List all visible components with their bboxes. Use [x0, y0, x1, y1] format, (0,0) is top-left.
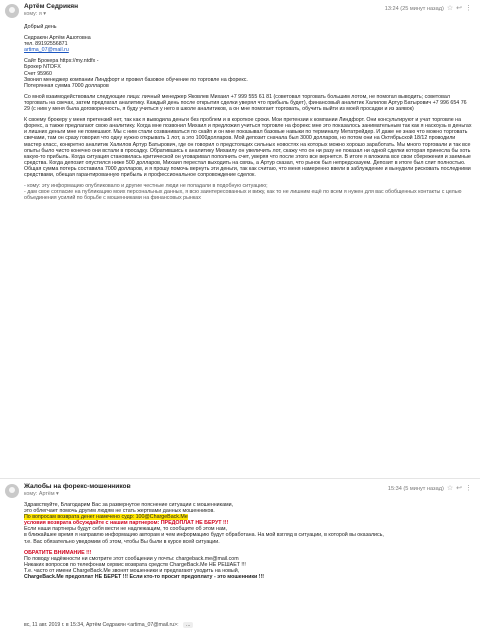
story-intro: Со мной взаимодействовали следующие лица: личный менеджер Яковлев Михаил +7 999 555 61 81 (советовал торговать большим лотом, не помогал выводить; советовал торговать на свечах, затем предлагал аналитику. Каждый день после открытия сделки уверял что прибыль будет), финансовый аналитик Халилов Артур Батырович +7 996 654 76 29 (с ним у меня была договоренность, я буду учиться у него в школе аналитиков, а он мне помогает торговать, обучить выйти из моей просадки и из заявок): [24, 93, 467, 113]
chargeback-email[interactable]: По вопросам возврата денег намечено судр: 100@ChargeBack.Me: [24, 514, 188, 521]
recipient-line[interactable]: кому: Артём ▾: [24, 491, 59, 497]
reply-line: это облегчает помочь другим людям не стать жертвами данных мошенников.: [24, 508, 215, 515]
warning-line: Т.е. часто от имени ChargeBack.Me звонят мошенники и предлагают уходить на новый,: [24, 567, 240, 574]
greeting: Добрый день: [24, 24, 57, 30]
broker-site[interactable]: Сайт Брокера https://my.ntdfx -: [24, 58, 99, 65]
more-icon[interactable]: ⋮: [465, 5, 472, 12]
warning-line: Никаких вопросов по телефонам сервис возврата средств ChargeBack.Me НЕ РЕШАЕТ !!!: [24, 561, 246, 568]
contact-name: Седракян Артём Ашотовна: [24, 35, 91, 42]
message-meta: [385, 5, 472, 12]
recipient-line[interactable]: кому: я ▾: [24, 11, 46, 17]
avatar-icon[interactable]: [5, 484, 19, 498]
no-prepay-warning: условия возврата обсуждайте с нашим партнером: ПРЕДОПЛАТ НЕ БЕРУТ !!!: [24, 520, 229, 527]
message-meta: [388, 485, 472, 492]
star-icon[interactable]: ☆: [446, 5, 454, 12]
reply-line: в ближайшее время я направлю информацию авторам и чем информацию будут обработана. На мой взгляд в ситуации, в которой вы оказались,: [24, 532, 384, 539]
broker-call-note: Звонил менеджер компании Линдфорт и провел базовое обучение по торговле на форекс.: [24, 76, 248, 83]
contact-email[interactable]: artima_07@mail.ru: [24, 47, 69, 54]
broker-account: Счет 95960: [24, 70, 52, 77]
broker-name: Брокер NTDFX: [24, 64, 61, 71]
quoted-footer: [24, 622, 193, 628]
reply-icon[interactable]: ↩: [456, 485, 462, 492]
sender-name[interactable]: Артём Седрикян: [24, 3, 79, 10]
reply-line: Здравствуйте, Благодарим Вас за развернутое пояснение ситуации с мошенниками,: [24, 502, 234, 508]
warning-title: ОБРАТИТЕ ВНИМАНИЕ !!!: [24, 549, 92, 556]
warning-line: По поводу надёжности ни смотрите этот сообщении у почты: chargeback.me@mail.com: [24, 555, 239, 562]
warning-line: ChargeBack.Me предоплат НЕ БЕРЕТ !!! Если кто-то просит предоплату - это мошенники !!!: [24, 574, 265, 581]
lost-amount: Потерянная сумма 7000 долларов: [24, 82, 109, 89]
message-divider: [0, 478, 480, 479]
contact-phone: тел. 89192556871: [24, 41, 68, 48]
more-icon[interactable]: ⋮: [465, 485, 472, 492]
message-time: 15:34 (5 минут назад): [387, 485, 444, 492]
message-body: [24, 502, 472, 585]
message-2: [0, 480, 480, 642]
avatar-icon[interactable]: [5, 4, 19, 18]
quote-header: вс, 11 авг. 2019 г. в 15:34, Артём Седракян <artima_07@mail.ru>:: [24, 622, 179, 628]
sender-name[interactable]: Жалобы на форекс-мошенников: [24, 483, 131, 490]
story-tail: - кому: эту информацию опубликовало и другие честные люди не попадали в подобную ситуацию; - дам свое согласие на публикацию моих персональных данных, я всю заинтересованных и вижу, как то не лишним ещё по всем я нужен для вас обобщенных контакты с целью объединения усилий по борьбе с мошенниками на финансовых рынках: [24, 183, 462, 202]
star-icon[interactable]: ☆: [446, 485, 454, 492]
show-more-button[interactable]: ...: [183, 622, 193, 628]
story-main: К своему брокеру у меня претензий нет, так как я выводила деньги без проблем и в короткое сроки. Мои претензии к компании Линдфорт. Они консультируют и учат торговле на форекс, а также предлагают свою аналитику. Когда мне позвонил Михаил и предложил учиться торговле на форекс мне это показалось занимательным так как я наскоузь в деньгах и лишних деньги мне не помешают. Мы с ним стали созваниваться по скайп и он мне показывал базовые навыки по терминалу Метатрейдер. И даже не знаю что можно торговать свечами, там он сразу говорил что одну нужно открывать 1 лот, а это 1000долларов. Мой депозит сначала был 3000 долларов, но потом они на Октябрьской 18/12 проводили мастер класс, конкретно аналитик Халилов Артур Батырович, где он говорил о предстоящих сильных новостях на которых можно хорошо заработать. Мы много торговали и так все опыты было чисто конечно они встали в просадку. Обратившись к аналитику Михаилу он увеличить лот, скажу что он ни разу не показал ни одной сделки которая принесла бы хоть какую-то прибыль. Когда ситуация становилась критической он уговаривал пополнить счет, уверяя что после этого все вернется. В итоге я вложила все свои сбережения и заемные средства. Когда депозит опустился ниже 500 долларов, Михаил перестал выходить на связь, а Артур сказал, что рынок был непредсказуем. Депозит в итоге был слит полностью. Общая сумма потерь составила 7000 долларов, и я прошу помочь вернуть эти деньги, так как считаю, что меня намеренно ввели в заблуждение и вынудили рисковать последними средствами, обещая гарантированную прибыль и профессиональное сопровождение сделок.: [24, 117, 472, 178]
reply-line: Если наши партнеры будут себя вести не надлежащим, то сообщите об этом нам,: [24, 526, 228, 533]
message-body: [24, 24, 472, 206]
message-time: 13:24 (25 минут назад): [384, 5, 444, 12]
reply-line: т.е. Вас обязательно уведомим об этом, чтобы Вы были в курсе всей ситуации.: [24, 538, 220, 545]
reply-icon[interactable]: ↩: [456, 5, 462, 12]
